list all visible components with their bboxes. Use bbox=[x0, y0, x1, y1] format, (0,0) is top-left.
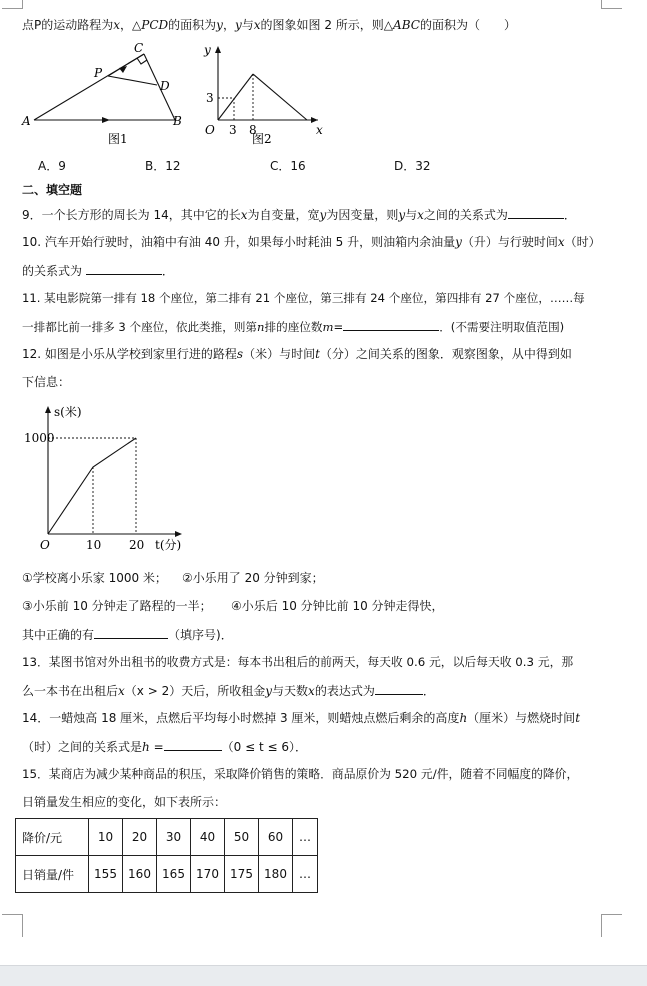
text: ， bbox=[222, 18, 235, 32]
var: y bbox=[216, 18, 223, 32]
text: 的表达式为 bbox=[314, 684, 375, 698]
var: n bbox=[257, 320, 265, 334]
text: 9．一个长方形的周长为 14，其中它的长 bbox=[22, 208, 241, 222]
table-cell: … bbox=[293, 856, 318, 893]
table-cell: 50 bbox=[225, 819, 259, 856]
axis-label-s: s(米) bbox=[54, 405, 82, 419]
crop-mark-bottom-left bbox=[2, 914, 23, 937]
axis-label-x: x bbox=[316, 123, 323, 137]
label-d: D bbox=[160, 79, 170, 93]
text: = bbox=[333, 320, 344, 334]
tick-20: 20 bbox=[129, 538, 145, 552]
table-cell: 20 bbox=[123, 819, 157, 856]
question-14-line2 bbox=[22, 738, 307, 755]
text: 其中正确的有 bbox=[22, 628, 95, 642]
table-cell: 60 bbox=[259, 819, 293, 856]
axis-label-y: y bbox=[204, 43, 211, 57]
table-header-sales: 日销量/件 bbox=[16, 856, 89, 893]
var: s bbox=[236, 347, 244, 361]
var: y bbox=[398, 208, 406, 222]
question-10-line2 bbox=[22, 262, 174, 279]
table-cell: 160 bbox=[123, 856, 157, 893]
table-cell: 175 bbox=[225, 856, 259, 893]
var: x bbox=[240, 208, 248, 222]
answer-blank-9[interactable] bbox=[508, 206, 564, 219]
price-sales-table bbox=[15, 818, 318, 893]
text: （升）与行驶时间 bbox=[461, 235, 558, 249]
label-a: A bbox=[22, 114, 31, 128]
text: ． bbox=[422, 684, 435, 698]
question-11-line1: 11. 某电影院第一排有 18 个座位，第二排有 21 个座位，第三排有 24 个座位，第四排有 27 个座位，……每 bbox=[22, 291, 585, 305]
crop-mark-bottom-right bbox=[601, 914, 622, 937]
var: ABC bbox=[393, 18, 420, 32]
text: 为自变量，宽 bbox=[247, 208, 320, 222]
figure2-graph bbox=[196, 42, 331, 150]
table-cell: 155 bbox=[89, 856, 123, 893]
question-intro-line bbox=[22, 17, 516, 33]
question-13-line1: 13．某图书馆对外出租书的收费方式是：每本书出租后的前两天，每天收 0.6 元，以后每天收 0.3 元，那 bbox=[22, 655, 574, 669]
var: x bbox=[557, 235, 565, 249]
table-cell: 165 bbox=[157, 856, 191, 893]
option-b: B．12 bbox=[145, 159, 181, 173]
viewer-bottom-bar bbox=[0, 965, 647, 986]
text: = bbox=[149, 740, 164, 754]
var: t bbox=[315, 347, 320, 361]
question-14-line1 bbox=[22, 710, 580, 726]
option-a: A．9 bbox=[38, 159, 66, 173]
answer-blank-14[interactable] bbox=[164, 738, 222, 751]
table-cell: 40 bbox=[191, 819, 225, 856]
table-header-price: 降价/元 bbox=[16, 819, 89, 856]
q12-statement-4: ④小乐后 10 分钟比前 10 分钟走得快， bbox=[231, 599, 444, 613]
text: 14．一蜡烛高 18 厘米，点燃后平均每小时燃掉 3 厘米，则蜡烛点燃后剩余的高度 bbox=[22, 711, 460, 725]
figure1-caption: 图1 bbox=[108, 132, 128, 146]
text: （分）之间关系的图象．观察图象，从中得到如 bbox=[319, 347, 572, 361]
tick-10: 10 bbox=[86, 538, 102, 552]
answer-blank-12[interactable] bbox=[94, 626, 168, 639]
var: PCD bbox=[141, 18, 169, 32]
answer-blank-13[interactable] bbox=[375, 682, 423, 695]
var: y bbox=[234, 18, 242, 32]
q12-answer-line bbox=[22, 626, 233, 643]
text: 的面积为（ ） bbox=[419, 18, 516, 32]
text: （时） bbox=[564, 235, 601, 249]
text: （米）与时间 bbox=[243, 347, 316, 361]
crop-mark-top-right bbox=[601, 0, 622, 9]
q12-distance-time-graph bbox=[20, 400, 190, 556]
crop-mark-top-left bbox=[2, 0, 23, 9]
text: ． bbox=[563, 208, 576, 222]
q12-statement-3: ③小乐前 10 分钟走了路程的一半； bbox=[22, 599, 212, 613]
question-12-line1 bbox=[22, 346, 572, 362]
table-cell: 170 bbox=[191, 856, 225, 893]
text: 为因变量，则 bbox=[326, 208, 399, 222]
question-11-line2 bbox=[22, 318, 564, 335]
var: x bbox=[118, 684, 125, 698]
var: x bbox=[253, 18, 261, 32]
var: y bbox=[265, 684, 273, 698]
answer-blank-11[interactable] bbox=[343, 318, 439, 331]
text: 与 bbox=[241, 18, 254, 32]
text: 12. 如图是小乐从学校到家里行进的路程 bbox=[22, 347, 237, 361]
text: 的图象如图 2 所示，则△ bbox=[260, 18, 394, 32]
tick-x-3: 3 bbox=[229, 123, 237, 137]
axis-label-t: t(分) bbox=[155, 538, 182, 552]
label-c: C bbox=[134, 41, 144, 55]
text: 10. 汽车开始行驶时，油箱中有油 40 升，如果每小时耗油 5 升，则油箱内余油量 bbox=[22, 235, 456, 249]
table-cell: 180 bbox=[259, 856, 293, 893]
text: 与天数 bbox=[272, 684, 309, 698]
var: t bbox=[575, 711, 581, 725]
text: 点P的运动路程为 bbox=[22, 18, 114, 32]
tick-x-8: 8 bbox=[249, 123, 257, 137]
table-row-sales bbox=[16, 856, 318, 893]
table-cell: 30 bbox=[157, 819, 191, 856]
question-9 bbox=[22, 206, 576, 223]
label-p: P bbox=[94, 66, 103, 80]
text: （时）之间的关系式是 bbox=[22, 740, 143, 754]
text: （填序号)． bbox=[168, 628, 233, 642]
var: x bbox=[113, 18, 121, 32]
question-15-line1: 15．某商店为减少某种商品的积压，采取降价销售的策略．商品原价为 520 元/件，随着不同幅度的降价， bbox=[22, 767, 579, 781]
text: 与 bbox=[405, 208, 418, 222]
q12-statement-2: ②小乐用了 20 分钟到家； bbox=[182, 571, 324, 585]
var: m bbox=[322, 320, 334, 334]
var: y bbox=[455, 235, 462, 249]
table-cell: … bbox=[293, 819, 318, 856]
text: 排的座位数 bbox=[264, 320, 323, 334]
text: 一排都比前一排多 3 个座位，依此类推，则第 bbox=[22, 320, 258, 334]
var: y bbox=[319, 208, 327, 222]
option-d: D．32 bbox=[394, 159, 431, 173]
tick-y-3: 3 bbox=[206, 91, 214, 105]
question-12-line2: 下信息： bbox=[22, 375, 71, 389]
text: ．(不需要注明取值范围) bbox=[439, 320, 565, 334]
figure2-caption: 图2 bbox=[252, 132, 272, 146]
answer-blank-10[interactable] bbox=[86, 262, 162, 275]
text: 之间的关系式为 bbox=[423, 208, 508, 222]
question-13-line2 bbox=[22, 682, 435, 699]
table-cell: 10 bbox=[89, 819, 123, 856]
text: ． bbox=[161, 264, 174, 278]
label-b: B bbox=[173, 114, 182, 128]
table-row-price bbox=[16, 819, 318, 856]
q12-statement-1: ①学校离小乐家 1000 米； bbox=[22, 571, 167, 585]
text: ，△ bbox=[120, 18, 142, 32]
figure1-triangle bbox=[20, 40, 190, 150]
text: （0 ≤ t ≤ 6）． bbox=[221, 740, 307, 754]
var: h bbox=[142, 740, 150, 754]
text: 的关系式为 bbox=[22, 264, 83, 278]
section-title: 二、填空题 bbox=[22, 183, 83, 197]
text: （x > 2） bbox=[124, 684, 182, 698]
origin-label: O bbox=[40, 538, 50, 552]
option-c: C．16 bbox=[270, 159, 306, 173]
origin-label: O bbox=[205, 123, 215, 137]
tick-1000: 1000 bbox=[24, 431, 55, 445]
text: 的面积为 bbox=[168, 18, 217, 32]
text: 天后，所收租金 bbox=[181, 684, 266, 698]
var: x bbox=[308, 684, 315, 698]
text: 么一本书在出租后 bbox=[22, 684, 119, 698]
var: x bbox=[417, 208, 424, 222]
question-15-line2: 日销量发生相应的变化，如下表所示： bbox=[22, 795, 227, 809]
var: h bbox=[459, 711, 468, 725]
text: （厘米）与燃烧时间 bbox=[467, 711, 576, 725]
question-10-line1 bbox=[22, 234, 601, 250]
